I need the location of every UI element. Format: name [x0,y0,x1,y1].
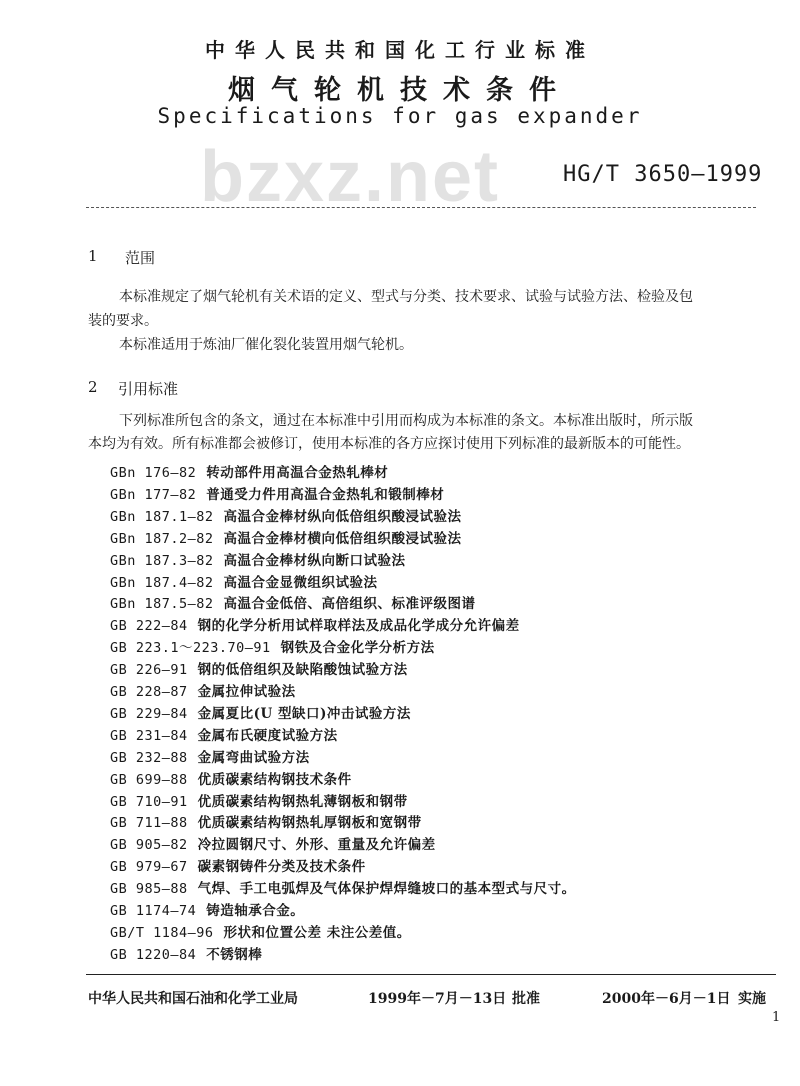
reference-code: GBn 187.5—82 [110,596,214,613]
reference-code: GB 226—91 [110,662,188,679]
reference-code: GB 222—84 [110,618,188,635]
reference-item [110,768,352,788]
reference-item [110,790,408,810]
reference-title: 碳素钢铸件分类及技术条件 [197,859,366,876]
reference-item [110,921,411,941]
document-title-english: Specifications for gas expander [157,104,643,128]
footer-approve-label: 批准 [512,991,540,1007]
reference-code: GB 232—88 [110,749,188,766]
reference-title: 高温合金棒材纵向断口试验法 [223,552,406,569]
section-1-paragraph-1-continued: 装的要求。 [88,313,158,329]
header-divider [86,207,756,208]
reference-title: 高温合金低倍、高倍组织、标准评级图谱 [223,596,476,613]
reference-code: GB 985—88 [110,881,188,898]
section-1-number: 1 [88,247,98,265]
page-number: 1 [772,1010,781,1025]
reference-code: GB 223.1～223.70—91 [110,640,271,657]
reference-title: 金属布氏硬度试验方法 [197,727,338,744]
section-2-intro-1: 下列标准所包含的条文，通过在本标准中引用而构成为本标准的条文。本标准出版时，所示版 [119,413,693,429]
reference-title: 金属夏比(U 型缺口)冲击试验方法 [197,705,411,722]
reference-code: GB 1220—84 [110,946,197,963]
section-2-number: 2 [88,378,98,396]
document-title-chinese: 烟气轮机技术条件 [228,75,572,106]
reference-title: 钢的化学分析用试样取样法及成品化学成分允许偏差 [197,618,520,635]
reference-item [110,746,310,766]
section-1-paragraph-2: 本标准适用于炼油厂催化裂化装置用烟气轮机。 [119,337,413,353]
reference-item [110,571,378,591]
reference-code: GB 228—87 [110,684,188,700]
reference-code: GB 231—84 [110,727,188,744]
reference-title: 铸造轴承合金。 [206,903,305,919]
footer-implement-label: 实施 [738,991,766,1007]
reference-item [110,592,476,612]
reference-code: GB 229—84 [110,705,188,722]
reference-item [110,899,304,919]
reference-item [110,943,262,963]
watermark: bzxz.net [200,137,501,217]
reference-title: 转动部件用高温合金热轧棒材 [206,465,389,481]
reference-code: GBn 187.4—82 [110,574,214,591]
reference-item [110,680,296,700]
reference-title: 普通受力件用高温合金热轧和锻制棒材 [206,486,445,503]
section-1-paragraph-1: 本标准规定了烟气轮机有关术语的定义、型式与分类、技术要求、试验与试验方法、检验及包 [119,289,693,305]
reference-code: GB 711—88 [110,815,188,832]
reference-title: 优质碳素结构钢技术条件 [197,771,352,788]
reference-title: 钢铁及合金化学分析方法 [280,640,435,657]
footer-issuer: 中华人民共和国石油和化学工业局 [88,991,298,1007]
reference-code: GB 905—82 [110,837,188,854]
reference-code: GBn 187.3—82 [110,552,214,569]
reference-code: GB 1174—74 [110,903,197,919]
reference-item [110,549,406,569]
reference-title: 金属弯曲试验方法 [197,749,310,766]
reference-item [110,811,422,831]
reference-title: 金属拉伸试验法 [197,684,296,700]
reference-title: 高温合金棒材纵向低倍组织酸浸试验法 [223,508,462,525]
reference-item [110,483,444,503]
reference-item [110,461,388,481]
section-1-title: 范围 [125,249,156,267]
reference-item [110,833,436,853]
issuing-body-header: 中华人民共和国化工行业标准 [205,38,595,62]
section-2-intro-2: 本均为有效。所有标准都会被修订，使用本标准的各方应探讨使用下列标准的最新版本的可能性。 [88,436,690,452]
reference-code: GBn 187.2—82 [110,530,214,547]
footer-approve-date: 1999年－7月－13日 [368,991,507,1007]
reference-item [110,658,408,678]
reference-code: GB 979—67 [110,859,188,876]
reference-title: 优质碳素结构钢热轧厚钢板和宽钢带 [197,815,422,832]
standard-number: HG/T 3650—1999 [563,162,763,187]
reference-code: GB/T 1184—96 [110,924,214,941]
reference-title: 高温合金显微组织试验法 [223,574,378,591]
reference-item [110,614,520,634]
footer-divider [86,974,776,975]
footer-implement-date: 2000年－6月－1日 [602,991,731,1007]
reference-title: 不锈钢棒 [206,946,263,963]
reference-item [110,702,411,722]
reference-title: 形状和位置公差 未注公差值。 [223,924,411,941]
reference-code: GBn 187.1—82 [110,508,214,525]
reference-title: 气焊、手工电弧焊及气体保护焊焊缝坡口的基本型式与尺寸。 [197,881,576,898]
section-2-title: 引用标准 [118,380,179,398]
reference-item [110,636,435,656]
reference-code: GBn 177—82 [110,486,197,503]
reference-item [110,877,576,897]
reference-item [110,505,462,525]
reference-title: 钢的低倍组织及缺陷酸蚀试验方法 [197,662,408,679]
reference-title: 冷拉圆钢尺寸、外形、重量及允许偏差 [197,837,436,854]
reference-item [110,855,366,875]
reference-item [110,527,462,547]
reference-code: GB 710—91 [110,793,188,810]
reference-code: GB 699—88 [110,771,188,788]
reference-title: 优质碳素结构钢热轧薄钢板和钢带 [197,793,408,810]
reference-title: 高温合金棒材横向低倍组织酸浸试验法 [223,530,462,547]
reference-item [110,724,338,744]
reference-code: GBn 176—82 [110,465,197,481]
